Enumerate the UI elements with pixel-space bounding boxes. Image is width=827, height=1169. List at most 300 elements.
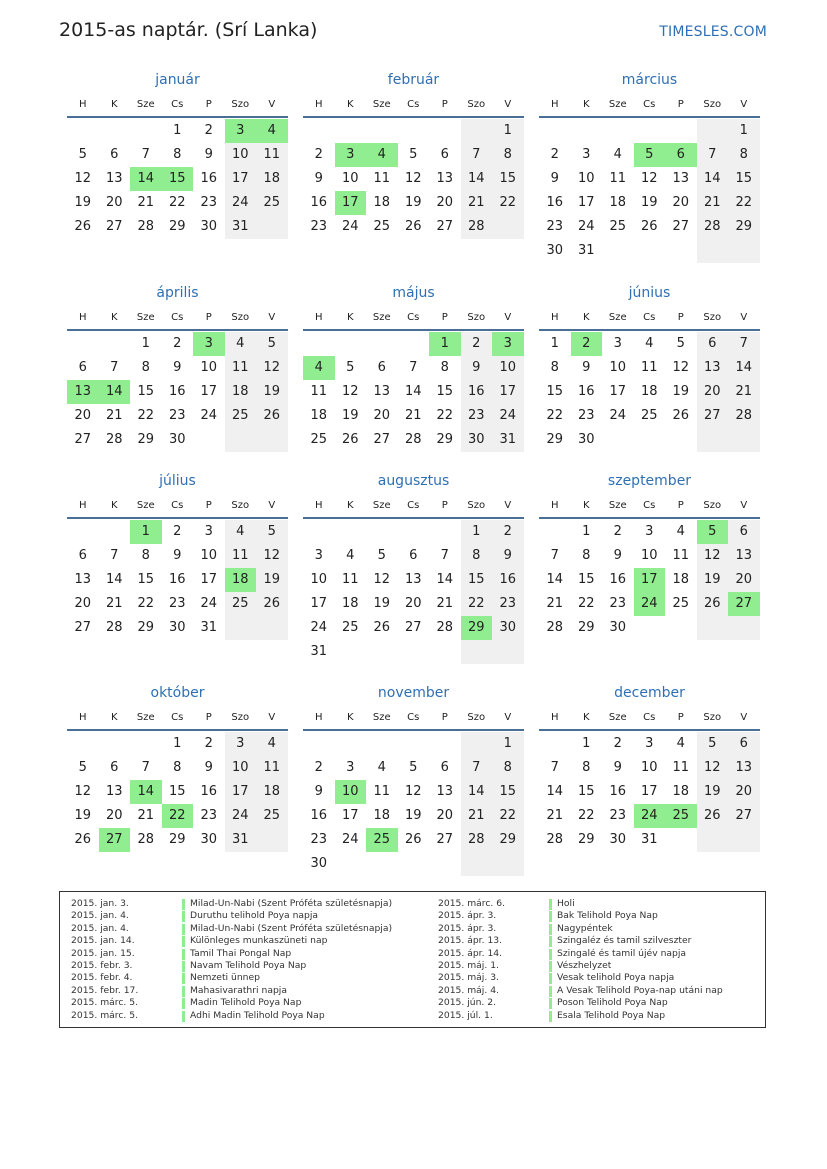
day-cell[interactable]: 20 bbox=[436, 808, 454, 823]
day-cell[interactable]: 3 bbox=[335, 143, 367, 167]
day-cell[interactable]: 15 bbox=[168, 784, 186, 799]
day-cell[interactable]: 16 bbox=[609, 784, 627, 799]
day-cell[interactable]: 5 bbox=[78, 760, 87, 775]
day-cell[interactable]: 5 bbox=[634, 143, 666, 167]
day-cell[interactable]: 2 bbox=[550, 147, 559, 162]
day-cell[interactable]: 4 bbox=[613, 147, 622, 162]
day-cell[interactable]: 31 bbox=[200, 620, 218, 635]
day-cell[interactable]: 1 bbox=[550, 336, 559, 351]
day-cell[interactable]: 20 bbox=[672, 195, 690, 210]
day-cell[interactable]: 10 bbox=[577, 171, 595, 186]
day-cell[interactable]: 3 bbox=[314, 548, 323, 563]
day-cell[interactable]: 31 bbox=[577, 243, 595, 258]
day-cell[interactable]: 29 bbox=[436, 432, 454, 447]
day-cell[interactable]: 2 bbox=[492, 520, 524, 544]
day-cell[interactable]: 30 bbox=[310, 856, 328, 871]
day-cell[interactable]: 1 bbox=[492, 119, 524, 143]
day-cell[interactable]: 9 bbox=[613, 548, 622, 563]
day-cell[interactable]: 18 bbox=[341, 596, 359, 611]
day-cell[interactable]: 25 bbox=[672, 596, 690, 611]
day-cell[interactable]: 17 bbox=[225, 780, 257, 804]
day-cell[interactable]: 20 bbox=[74, 408, 92, 423]
day-cell[interactable]: 25 bbox=[310, 432, 328, 447]
day-cell[interactable]: 11 bbox=[672, 548, 690, 563]
day-cell[interactable]: 9 bbox=[492, 544, 524, 568]
day-cell[interactable]: 13 bbox=[672, 171, 690, 186]
day-cell[interactable]: 12 bbox=[640, 171, 658, 186]
day-cell[interactable]: 17 bbox=[609, 384, 627, 399]
day-cell[interactable]: 24 bbox=[225, 804, 257, 828]
day-cell[interactable]: 26 bbox=[697, 592, 729, 616]
day-cell[interactable]: 22 bbox=[492, 191, 524, 215]
day-cell[interactable]: 25 bbox=[341, 620, 359, 635]
day-cell[interactable]: 19 bbox=[640, 195, 658, 210]
day-cell[interactable]: 23 bbox=[200, 195, 218, 210]
day-cell[interactable]: 23 bbox=[310, 219, 328, 234]
day-cell[interactable]: 7 bbox=[440, 548, 449, 563]
day-cell[interactable]: 16 bbox=[168, 572, 186, 587]
day-cell[interactable]: 12 bbox=[256, 356, 288, 380]
day-cell[interactable]: 20 bbox=[105, 808, 123, 823]
day-cell[interactable]: 5 bbox=[346, 360, 355, 375]
day-cell[interactable]: 14 bbox=[461, 167, 493, 191]
day-cell[interactable]: 13 bbox=[436, 171, 454, 186]
day-cell[interactable]: 16 bbox=[168, 384, 186, 399]
day-cell[interactable]: 25 bbox=[640, 408, 658, 423]
day-cell[interactable]: 1 bbox=[141, 336, 150, 351]
day-cell[interactable]: 7 bbox=[141, 760, 150, 775]
day-cell[interactable]: 13 bbox=[404, 572, 422, 587]
day-cell[interactable]: 25 bbox=[225, 404, 257, 428]
day-cell[interactable]: 30 bbox=[200, 219, 218, 234]
day-cell[interactable]: 25 bbox=[373, 219, 391, 234]
day-cell[interactable]: 17 bbox=[341, 808, 359, 823]
day-cell[interactable]: 11 bbox=[225, 356, 257, 380]
day-cell[interactable]: 29 bbox=[461, 616, 493, 640]
day-cell[interactable]: 5 bbox=[697, 520, 729, 544]
day-cell[interactable]: 8 bbox=[582, 548, 591, 563]
day-cell[interactable]: 24 bbox=[341, 832, 359, 847]
day-cell[interactable]: 13 bbox=[436, 784, 454, 799]
day-cell[interactable]: 25 bbox=[665, 804, 697, 828]
day-cell[interactable]: 2 bbox=[613, 736, 622, 751]
day-cell[interactable]: 12 bbox=[341, 384, 359, 399]
day-cell[interactable]: 8 bbox=[492, 143, 524, 167]
day-cell[interactable]: 9 bbox=[314, 784, 323, 799]
day-cell[interactable]: 12 bbox=[373, 572, 391, 587]
day-cell[interactable]: 13 bbox=[105, 784, 123, 799]
day-cell[interactable]: 11 bbox=[609, 171, 627, 186]
day-cell[interactable]: 3 bbox=[645, 736, 654, 751]
day-cell[interactable]: 21 bbox=[404, 408, 422, 423]
day-cell[interactable]: 27 bbox=[373, 432, 391, 447]
day-cell[interactable]: 26 bbox=[404, 219, 422, 234]
day-cell[interactable]: 8 bbox=[582, 760, 591, 775]
day-cell[interactable]: 23 bbox=[577, 408, 595, 423]
day-cell[interactable]: 1 bbox=[130, 520, 162, 544]
day-cell[interactable]: 4 bbox=[256, 732, 288, 756]
day-cell[interactable]: 14 bbox=[546, 572, 564, 587]
day-cell[interactable]: 14 bbox=[728, 356, 760, 380]
day-cell[interactable]: 6 bbox=[665, 143, 697, 167]
day-cell[interactable]: 25 bbox=[256, 191, 288, 215]
day-cell[interactable]: 19 bbox=[672, 384, 690, 399]
day-cell[interactable]: 24 bbox=[200, 408, 218, 423]
day-cell[interactable]: 13 bbox=[67, 380, 99, 404]
day-cell[interactable]: 7 bbox=[461, 756, 493, 780]
day-cell[interactable]: 28 bbox=[105, 620, 123, 635]
day-cell[interactable]: 29 bbox=[137, 432, 155, 447]
day-cell[interactable]: 7 bbox=[728, 332, 760, 356]
day-cell[interactable]: 22 bbox=[436, 408, 454, 423]
day-cell[interactable]: 28 bbox=[404, 432, 422, 447]
day-cell[interactable]: 28 bbox=[546, 620, 564, 635]
day-cell[interactable]: 28 bbox=[728, 404, 760, 428]
day-cell[interactable]: 30 bbox=[546, 243, 564, 258]
day-cell[interactable]: 6 bbox=[728, 732, 760, 756]
day-cell[interactable]: 9 bbox=[314, 171, 323, 186]
day-cell[interactable]: 14 bbox=[461, 780, 493, 804]
day-cell[interactable]: 17 bbox=[200, 384, 218, 399]
day-cell[interactable]: 27 bbox=[728, 592, 760, 616]
day-cell[interactable]: 30 bbox=[200, 832, 218, 847]
day-cell[interactable]: 21 bbox=[728, 380, 760, 404]
day-cell[interactable]: 6 bbox=[409, 548, 418, 563]
day-cell[interactable]: 3 bbox=[582, 147, 591, 162]
day-cell[interactable]: 27 bbox=[105, 219, 123, 234]
day-cell[interactable]: 29 bbox=[577, 832, 595, 847]
day-cell[interactable]: 10 bbox=[335, 780, 367, 804]
day-cell[interactable]: 22 bbox=[577, 596, 595, 611]
day-cell[interactable]: 25 bbox=[609, 219, 627, 234]
day-cell[interactable]: 21 bbox=[546, 808, 564, 823]
day-cell[interactable]: 11 bbox=[640, 360, 658, 375]
day-cell[interactable]: 26 bbox=[373, 620, 391, 635]
day-cell[interactable]: 17 bbox=[310, 596, 328, 611]
day-cell[interactable]: 6 bbox=[78, 548, 87, 563]
day-cell[interactable]: 7 bbox=[110, 548, 119, 563]
day-cell[interactable]: 27 bbox=[99, 828, 131, 852]
day-cell[interactable]: 16 bbox=[310, 808, 328, 823]
day-cell[interactable]: 4 bbox=[366, 143, 398, 167]
day-cell[interactable]: 14 bbox=[404, 384, 422, 399]
day-cell[interactable]: 9 bbox=[613, 760, 622, 775]
day-cell[interactable]: 24 bbox=[200, 596, 218, 611]
day-cell[interactable]: 23 bbox=[168, 596, 186, 611]
day-cell[interactable]: 24 bbox=[492, 404, 524, 428]
day-cell[interactable]: 16 bbox=[577, 384, 595, 399]
day-cell[interactable]: 2 bbox=[204, 123, 213, 138]
day-cell[interactable]: 22 bbox=[461, 592, 493, 616]
day-cell[interactable]: 4 bbox=[676, 524, 685, 539]
day-cell[interactable]: 23 bbox=[200, 808, 218, 823]
day-cell[interactable]: 1 bbox=[492, 732, 524, 756]
day-cell[interactable]: 11 bbox=[256, 756, 288, 780]
day-cell[interactable]: 29 bbox=[492, 828, 524, 852]
day-cell[interactable]: 10 bbox=[225, 756, 257, 780]
day-cell[interactable]: 17 bbox=[640, 784, 658, 799]
day-cell[interactable]: 19 bbox=[341, 408, 359, 423]
day-cell[interactable]: 23 bbox=[310, 832, 328, 847]
day-cell[interactable]: 20 bbox=[697, 380, 729, 404]
day-cell[interactable]: 13 bbox=[105, 171, 123, 186]
day-cell[interactable]: 23 bbox=[492, 592, 524, 616]
day-cell[interactable]: 23 bbox=[609, 808, 627, 823]
day-cell[interactable]: 31 bbox=[310, 644, 328, 659]
day-cell[interactable]: 26 bbox=[404, 832, 422, 847]
day-cell[interactable]: 4 bbox=[346, 548, 355, 563]
day-cell[interactable]: 3 bbox=[204, 524, 213, 539]
day-cell[interactable]: 21 bbox=[546, 596, 564, 611]
day-cell[interactable]: 22 bbox=[137, 596, 155, 611]
day-cell[interactable]: 16 bbox=[492, 568, 524, 592]
day-cell[interactable]: 7 bbox=[110, 360, 119, 375]
day-cell[interactable]: 13 bbox=[373, 384, 391, 399]
day-cell[interactable]: 11 bbox=[256, 143, 288, 167]
day-cell[interactable]: 2 bbox=[314, 147, 323, 162]
day-cell[interactable]: 16 bbox=[200, 784, 218, 799]
day-cell[interactable]: 29 bbox=[168, 832, 186, 847]
day-cell[interactable]: 26 bbox=[672, 408, 690, 423]
day-cell[interactable]: 8 bbox=[728, 143, 760, 167]
day-cell[interactable]: 19 bbox=[74, 195, 92, 210]
day-cell[interactable]: 18 bbox=[373, 195, 391, 210]
day-cell[interactable]: 8 bbox=[550, 360, 559, 375]
day-cell[interactable]: 20 bbox=[373, 408, 391, 423]
day-cell[interactable]: 21 bbox=[105, 596, 123, 611]
day-cell[interactable]: 14 bbox=[105, 572, 123, 587]
day-cell[interactable]: 8 bbox=[173, 760, 182, 775]
day-cell[interactable]: 13 bbox=[728, 544, 760, 568]
day-cell[interactable]: 10 bbox=[200, 548, 218, 563]
day-cell[interactable]: 8 bbox=[173, 147, 182, 162]
day-cell[interactable]: 17 bbox=[492, 380, 524, 404]
day-cell[interactable]: 8 bbox=[461, 544, 493, 568]
day-cell[interactable]: 19 bbox=[697, 568, 729, 592]
day-cell[interactable]: 11 bbox=[341, 572, 359, 587]
day-cell[interactable]: 6 bbox=[377, 360, 386, 375]
day-cell[interactable]: 29 bbox=[577, 620, 595, 635]
day-cell[interactable]: 9 bbox=[204, 147, 213, 162]
day-cell[interactable]: 7 bbox=[409, 360, 418, 375]
day-cell[interactable]: 16 bbox=[546, 195, 564, 210]
day-cell[interactable]: 13 bbox=[74, 572, 92, 587]
day-cell[interactable]: 16 bbox=[461, 380, 493, 404]
brand-logo-text[interactable]: TIMESLES.COM bbox=[659, 24, 767, 40]
day-cell[interactable]: 25 bbox=[366, 828, 398, 852]
day-cell[interactable]: 11 bbox=[225, 544, 257, 568]
day-cell[interactable]: 6 bbox=[697, 332, 729, 356]
day-cell[interactable]: 4 bbox=[256, 119, 288, 143]
day-cell[interactable]: 22 bbox=[162, 804, 194, 828]
day-cell[interactable]: 10 bbox=[640, 548, 658, 563]
day-cell[interactable]: 6 bbox=[78, 360, 87, 375]
day-cell[interactable]: 18 bbox=[225, 380, 257, 404]
day-cell[interactable]: 29 bbox=[728, 215, 760, 239]
day-cell[interactable]: 2 bbox=[204, 736, 213, 751]
day-cell[interactable]: 22 bbox=[137, 408, 155, 423]
day-cell[interactable]: 28 bbox=[546, 832, 564, 847]
day-cell[interactable]: 6 bbox=[440, 147, 449, 162]
day-cell[interactable]: 11 bbox=[310, 384, 328, 399]
day-cell[interactable]: 12 bbox=[697, 544, 729, 568]
day-cell[interactable]: 3 bbox=[193, 332, 225, 356]
day-cell[interactable]: 26 bbox=[341, 432, 359, 447]
day-cell[interactable]: 28 bbox=[436, 620, 454, 635]
day-cell[interactable]: 3 bbox=[346, 760, 355, 775]
day-cell[interactable]: 15 bbox=[546, 384, 564, 399]
day-cell[interactable]: 19 bbox=[697, 780, 729, 804]
day-cell[interactable]: 9 bbox=[550, 171, 559, 186]
day-cell[interactable]: 20 bbox=[436, 195, 454, 210]
day-cell[interactable]: 22 bbox=[492, 804, 524, 828]
day-cell[interactable]: 4 bbox=[303, 356, 335, 380]
day-cell[interactable]: 25 bbox=[225, 592, 257, 616]
day-cell[interactable]: 19 bbox=[74, 808, 92, 823]
day-cell[interactable]: 10 bbox=[310, 572, 328, 587]
day-cell[interactable]: 10 bbox=[492, 356, 524, 380]
day-cell[interactable]: 28 bbox=[697, 215, 729, 239]
day-cell[interactable]: 31 bbox=[492, 428, 524, 452]
day-cell[interactable]: 28 bbox=[105, 432, 123, 447]
day-cell[interactable]: 15 bbox=[436, 384, 454, 399]
day-cell[interactable]: 23 bbox=[168, 408, 186, 423]
day-cell[interactable]: 22 bbox=[577, 808, 595, 823]
day-cell[interactable]: 27 bbox=[74, 620, 92, 635]
day-cell[interactable]: 12 bbox=[672, 360, 690, 375]
day-cell[interactable]: 28 bbox=[137, 219, 155, 234]
day-cell[interactable]: 12 bbox=[697, 756, 729, 780]
day-cell[interactable]: 1 bbox=[461, 520, 493, 544]
day-cell[interactable]: 31 bbox=[225, 215, 257, 239]
day-cell[interactable]: 24 bbox=[310, 620, 328, 635]
day-cell[interactable]: 20 bbox=[728, 780, 760, 804]
day-cell[interactable]: 14 bbox=[697, 167, 729, 191]
day-cell[interactable]: 22 bbox=[546, 408, 564, 423]
day-cell[interactable]: 24 bbox=[634, 804, 666, 828]
day-cell[interactable]: 17 bbox=[634, 568, 666, 592]
day-cell[interactable]: 26 bbox=[697, 804, 729, 828]
day-cell[interactable]: 4 bbox=[225, 332, 257, 356]
day-cell[interactable]: 22 bbox=[168, 195, 186, 210]
day-cell[interactable]: 5 bbox=[256, 332, 288, 356]
day-cell[interactable]: 26 bbox=[74, 832, 92, 847]
day-cell[interactable]: 29 bbox=[546, 432, 564, 447]
day-cell[interactable]: 5 bbox=[697, 732, 729, 756]
day-cell[interactable]: 20 bbox=[105, 195, 123, 210]
day-cell[interactable]: 10 bbox=[225, 143, 257, 167]
day-cell[interactable]: 26 bbox=[256, 404, 288, 428]
day-cell[interactable]: 31 bbox=[225, 828, 257, 852]
day-cell[interactable]: 1 bbox=[429, 332, 461, 356]
day-cell[interactable]: 16 bbox=[200, 171, 218, 186]
day-cell[interactable]: 12 bbox=[256, 544, 288, 568]
day-cell[interactable]: 11 bbox=[373, 784, 391, 799]
day-cell[interactable]: 19 bbox=[373, 596, 391, 611]
day-cell[interactable]: 2 bbox=[613, 524, 622, 539]
day-cell[interactable]: 14 bbox=[130, 780, 162, 804]
day-cell[interactable]: 10 bbox=[609, 360, 627, 375]
day-cell[interactable]: 12 bbox=[404, 784, 422, 799]
day-cell[interactable]: 26 bbox=[640, 219, 658, 234]
day-cell[interactable]: 19 bbox=[256, 568, 288, 592]
day-cell[interactable]: 2 bbox=[461, 332, 493, 356]
day-cell[interactable]: 6 bbox=[110, 760, 119, 775]
day-cell[interactable]: 21 bbox=[697, 191, 729, 215]
day-cell[interactable]: 24 bbox=[609, 408, 627, 423]
day-cell[interactable]: 24 bbox=[225, 191, 257, 215]
day-cell[interactable]: 15 bbox=[461, 568, 493, 592]
day-cell[interactable]: 13 bbox=[697, 356, 729, 380]
day-cell[interactable]: 29 bbox=[168, 219, 186, 234]
day-cell[interactable]: 30 bbox=[168, 432, 186, 447]
day-cell[interactable]: 4 bbox=[645, 336, 654, 351]
day-cell[interactable]: 16 bbox=[609, 572, 627, 587]
day-cell[interactable]: 18 bbox=[225, 568, 257, 592]
day-cell[interactable]: 15 bbox=[137, 572, 155, 587]
day-cell[interactable]: 31 bbox=[640, 832, 658, 847]
day-cell[interactable]: 1 bbox=[173, 736, 182, 751]
day-cell[interactable]: 18 bbox=[256, 167, 288, 191]
day-cell[interactable]: 2 bbox=[571, 332, 603, 356]
day-cell[interactable]: 24 bbox=[634, 592, 666, 616]
day-cell[interactable]: 1 bbox=[728, 119, 760, 143]
day-cell[interactable]: 30 bbox=[577, 432, 595, 447]
day-cell[interactable]: 3 bbox=[492, 332, 524, 356]
day-cell[interactable]: 6 bbox=[440, 760, 449, 775]
day-cell[interactable]: 2 bbox=[173, 524, 182, 539]
day-cell[interactable]: 23 bbox=[461, 404, 493, 428]
day-cell[interactable]: 5 bbox=[377, 548, 386, 563]
day-cell[interactable]: 6 bbox=[110, 147, 119, 162]
day-cell[interactable]: 6 bbox=[728, 520, 760, 544]
day-cell[interactable]: 7 bbox=[550, 548, 559, 563]
day-cell[interactable]: 5 bbox=[256, 520, 288, 544]
day-cell[interactable]: 19 bbox=[404, 808, 422, 823]
day-cell[interactable]: 21 bbox=[137, 195, 155, 210]
day-cell[interactable]: 23 bbox=[546, 219, 564, 234]
day-cell[interactable]: 8 bbox=[141, 360, 150, 375]
day-cell[interactable]: 4 bbox=[377, 760, 386, 775]
day-cell[interactable]: 18 bbox=[640, 384, 658, 399]
day-cell[interactable]: 1 bbox=[173, 123, 182, 138]
day-cell[interactable]: 27 bbox=[436, 832, 454, 847]
day-cell[interactable]: 4 bbox=[225, 520, 257, 544]
day-cell[interactable]: 21 bbox=[436, 596, 454, 611]
day-cell[interactable]: 30 bbox=[461, 428, 493, 452]
day-cell[interactable]: 8 bbox=[141, 548, 150, 563]
day-cell[interactable]: 3 bbox=[645, 524, 654, 539]
day-cell[interactable]: 15 bbox=[492, 780, 524, 804]
day-cell[interactable]: 7 bbox=[141, 147, 150, 162]
day-cell[interactable]: 15 bbox=[577, 784, 595, 799]
day-cell[interactable]: 20 bbox=[74, 596, 92, 611]
day-cell[interactable]: 30 bbox=[492, 616, 524, 640]
day-cell[interactable]: 27 bbox=[436, 219, 454, 234]
day-cell[interactable]: 27 bbox=[74, 432, 92, 447]
day-cell[interactable]: 5 bbox=[409, 147, 418, 162]
day-cell[interactable]: 18 bbox=[256, 780, 288, 804]
day-cell[interactable]: 20 bbox=[404, 596, 422, 611]
day-cell[interactable]: 28 bbox=[461, 828, 493, 852]
day-cell[interactable]: 1 bbox=[582, 736, 591, 751]
day-cell[interactable]: 14 bbox=[436, 572, 454, 587]
day-cell[interactable]: 17 bbox=[200, 572, 218, 587]
day-cell[interactable]: 17 bbox=[225, 167, 257, 191]
day-cell[interactable]: 3 bbox=[225, 732, 257, 756]
day-cell[interactable]: 14 bbox=[99, 380, 131, 404]
day-cell[interactable]: 30 bbox=[609, 620, 627, 635]
